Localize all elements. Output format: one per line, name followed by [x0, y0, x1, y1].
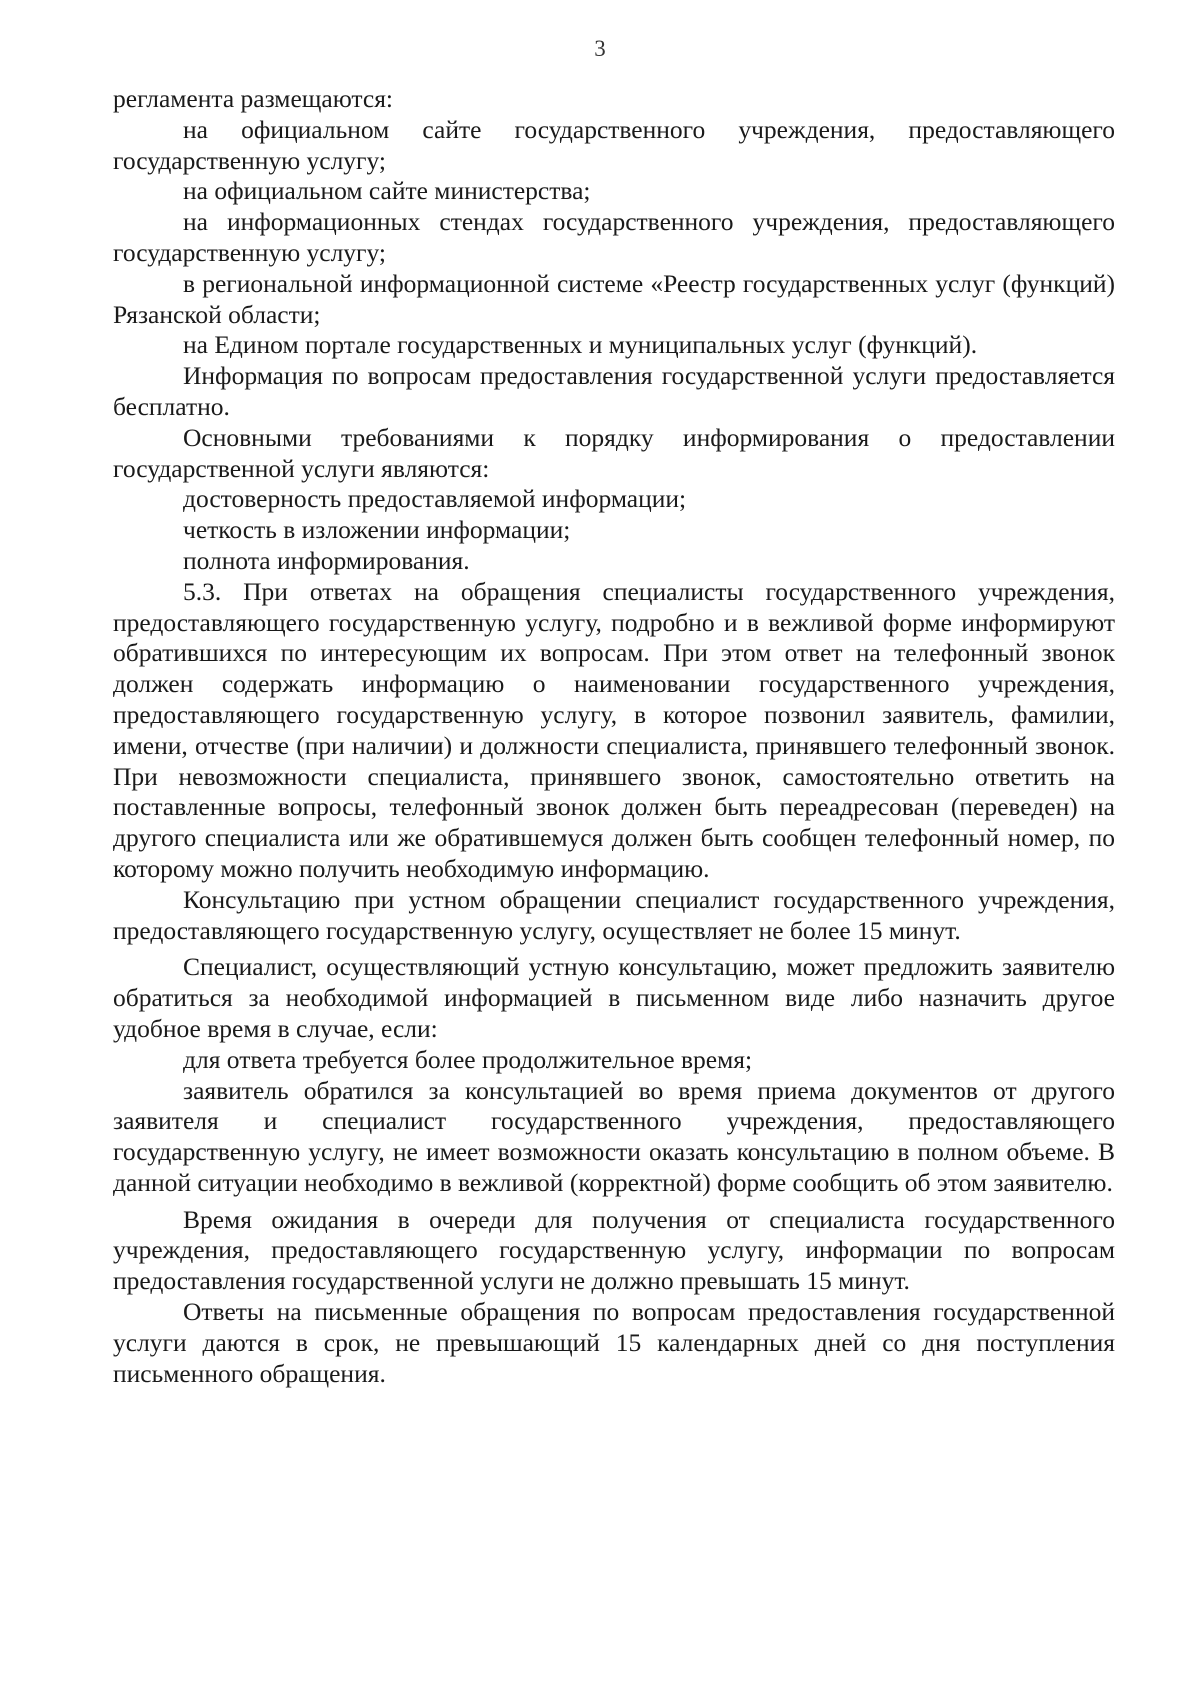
paragraph-queue-waiting-time: Время ожидания в очереди для получения от специалиста государственного учреждения, предоставляющего государственную услугу, информации по вопросам предоставления государственной услуги не должно превышать 15 минут.	[113, 1204, 1115, 1296]
paragraph-written-responses: Ответы на письменные обращения по вопросам предоставления государственной услуги даются в срок, не превышающий 15 календарных дней со дня поступления письменного обращения.	[113, 1297, 1115, 1388]
page-number: 3	[594, 36, 606, 61]
list-item-regional-registry: в региональной информационной системе «Реестр государственных услуг (функций) Рязанской области;	[113, 268, 1115, 329]
list-item-clarity: четкость в изложении информации;	[183, 515, 571, 545]
list-item-institution-website: на официальном сайте государственного учреждения, предоставляющего государственную услугу;	[113, 114, 1115, 175]
list-item-completeness: полнота информирования.	[183, 545, 470, 575]
paragraph-free-information: Информация по вопросам предоставления государственной услуги предоставляется бесплатно.	[113, 361, 1115, 421]
paragraph-section-5-3: 5.3. При ответах на обращения специалисты государственного учреждения, предоставляющего государственную услугу, подробно и в вежливой форме информируют обратившихся по интересующим их вопросам. При этом ответ на телефонный звонок должен содержать информацию о наименовании государственного учреждения, предоставляющего государственную услугу, в которое позвонил заявитель, фамилии, имени, отчестве (при наличии) и должности специалиста, принявшего телефонный звонок. При невозможности специалиста, принявшего звонок, самостоятельно ответить на поставленные вопросы, телефонный звонок должен быть переадресован (переведен) на другого специалиста или же обратившемуся должен быть сообщен телефонный номер, по которому можно получить необходимую информацию.	[113, 576, 1115, 883]
list-item-reliability: достоверность предоставляемой информации;	[183, 484, 687, 514]
list-item-longer-time: для ответа требуется более продолжительное время;	[183, 1044, 753, 1074]
paragraph-oral-consultation: Консультацию при устном обращении специалист государственного учреждения, предоставляющего государственную услугу, осуществляет не более 15 минут.	[113, 884, 1115, 945]
list-item-info-stands: на информационных стендах государственного учреждения, предоставляющего государственную услугу;	[113, 207, 1115, 267]
list-item-during-reception: заявитель обратился за консультацией во время приема документов от другого заявителя и специалист государственного учреждения, предоставляющего государственную услугу, не имеет возможности оказать консультацию в полном объеме. В данной ситуации необходимо в вежливой (корректной) форме сообщить об этом заявителю.	[113, 1075, 1115, 1197]
list-item-unified-portal: на Едином портале государственных и муниципальных услуг (функций).	[183, 330, 978, 360]
paragraph-main-requirements: Основными требованиями к порядку информирования о предоставлении государственной услуги являются:	[113, 422, 1115, 483]
paragraph-regulation-placement: регламента размещаются:	[113, 84, 394, 113]
document-body	[113, 84, 1115, 1389]
paragraph-written-form-offer: Специалист, осуществляющий устную консультацию, может предложить заявителю обратиться за необходимой информацией в письменном виде либо назначить другое удобное время в случае, если:	[113, 952, 1115, 1043]
list-item-ministry-website: на официальном сайте министерства;	[183, 176, 591, 206]
